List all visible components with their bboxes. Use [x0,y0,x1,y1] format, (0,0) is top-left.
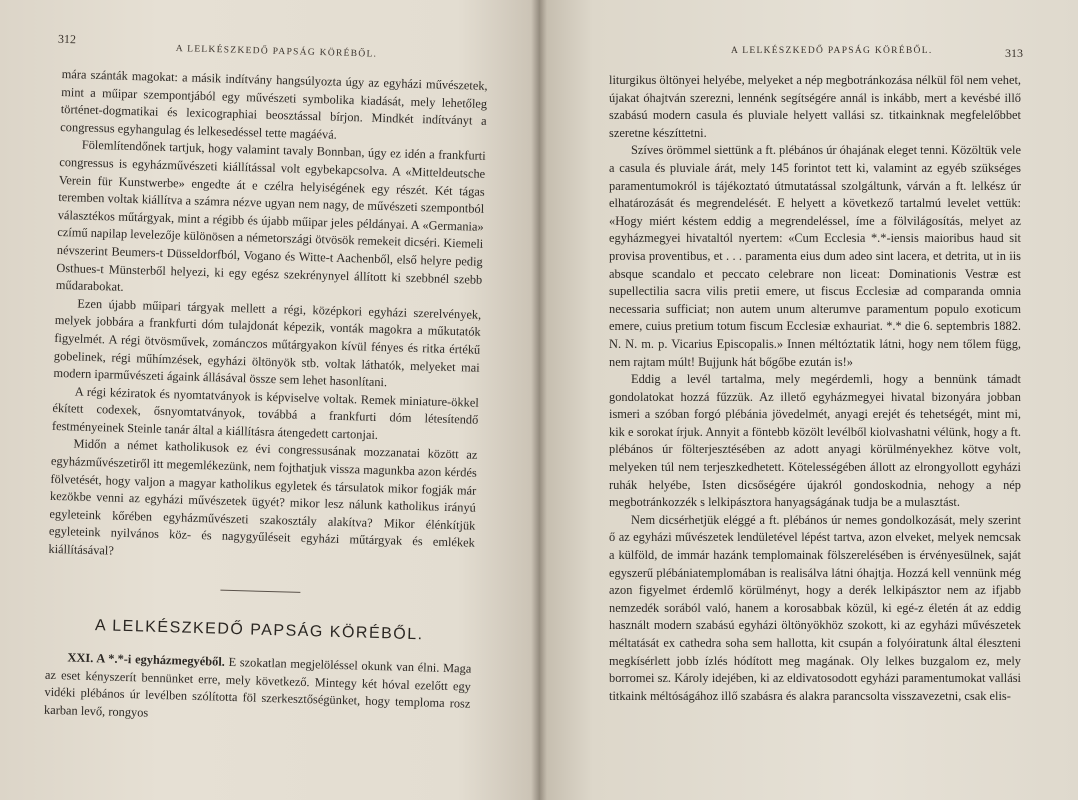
paragraph: liturgikus öltönyei helyébe, melyeket a nép megbotránkozása nélkül föl nem vehet, újakat óhajtván szerezni, lennénk segítségére annál is inkább, mert a kevésbé illő szabású modern casula és pluviale helyett vallási sz. titkainknak megfelelőbbet szeretne készíttetni. [609,73,1021,140]
section-opening [44,649,472,731]
left-page-body [44,66,488,731]
paragraph: Eddig a levél tartalma, mely megérdemli, hogy a bennünk támadt gondolatokat hozzá fűzzük. Az illető egyházmegyei hivatal bizonyára jobban ismeri a szóban forgó plébánia jövedelmét, anyagi erejét és tehetségét, mint mi, kik e sorokat írjuk. Annyit a föntebb közölt levélből kiolvashatni vélünk, hogy a ft. plébános úr fölterjesztésében az adott anyagi körülményekhez kötve volt, melyeken túl nem terjeszkedhetett. Kötelességében állott az elrongyollott egyházi ruhák helyébe, Isten dicsőségére újakról gondoskodnia, nehogy a nép megbotránkozzék s lelkipásztora hanyagságának tudja be a mulasztást. [609,372,1021,510]
paragraph: Szíves örömmel siettünk a ft. plébános úr óhajának eleget tenni. Közöltük vele a casula és pluviale árát, mely 145 forintot tett ki, valamint az egyéb szükséges paramentumokról is tájékoztató útmutatással szolgáltunk, várván a ft. lelkész úr elhatározását és megrendelését. E helyett a következő tartalmú levelet vettük: «Hogy miért késtem eddig a megrendeléssel, íme a fölvilágosítás, melyet az egyházmegyei hivataltól nyertem: «Cum Ecclesia *.*-iensis maioribus haud sit provisa proventibus, et . . . paramenta eius dum adeo sint lacera, et detrita, ut in iis absque scandalo et peccato celebrare non liceat: Dominationis Vestræ est supellectilia sacra vilis pretii emere, ut fiscus Ecclesiæ ad comparanda omnia necessaria sufficiat; non autem unum alterumve paramentum populo exoticum emere, cuius pretium totum fiscum Ecclesiæ exhauriat. *.* die 6. septembris 1882. N. N. m. p. Vicarius Episcopalis.» Innen méltóztatik látni, hogy nem tőlem függ, nem rajtam múlt! Bujjunk hát bőgőbe ezután is!» [609,143,1021,369]
section-divider [220,589,300,592]
section-heading: A LELKÉSZKEDŐ PAPSÁG KÖRÉBŐL. [94,616,424,643]
right-page-body [609,72,1021,705]
paragraph: mára szánták magokat: a másik indítvány hangsúlyozta úgy az egyházi művészetek, mint a műipar szempontjából egy művészeti symbolika kiadását, mely lehetőleg történet-dogmatikai és lexicographiai beosztással bírjon. Mindkét indítványt a congressus egyhangulag és lelkesedéssel tette magáévá. [60,66,488,142]
paragraph: Nem dicsérhetjük eléggé a ft. plébános úr nemes gondolkozását, mely szerint ő az egyházi művészetek lendületével lépést tartva, azon elveket, melyek nemcsak a külföld, de immár hazánk templomainak fölszerelésében is érvényesülnek, saját egyszerű plébániatemplomában is realisálva látni óhajtja. Hozzá kell vennünk még azon figyelmet érdemlő körülményt, hogy a derék lelkipásztor nem az ifjabb nemzedék sorából való, hanem a korosabbak közül, ki egé-z életén át az eddig használt modern szabású egyházi öltönyökhöz szokott, ki az egyházi művészetek méltatását ex cathedra soha sem hallotta, kit csupán a folyóiratunk által éleszteni megkísérlett jobb ízlés hódított meg magának. Oly lelkes buzgalom ez, mely borromei sz. Károly idejében, ki az eldivatosodott egyházi paramentumokat vallási titkaink méltóságához illő szabásra és alakra parancsolta visszavezetni, csak elis- [609,512,1021,703]
section-text: E szokatlan megjelöléssel okunk van élni. Maga az eset kényszerít bennünket erre, mely következő. Mintegy két hóval ezelőtt egy vidéki plébános úr levélben szólította föl szerkesztőségünket, hogy temploma rosz karban levő, rongyos [43,655,472,720]
paragraph: Fölemlítendőnek tartjuk, hogy valamint tavaly Bonnban, úgy ez idén a frankfurti congressus is egyházművészeti kiállítással volt egybekapcsolva. A «Mitteldeutsche Verein für Kunstwerbe» engedte át e czélra helyiségének egy részét. Két tágas teremben voltak kiállítva a számra nézve ugyan nem nagy, de művészeti szempontból választékos műtárgyak, mint a régibb és újabb műipar jeles példányai. A «Germania» czímű napilap levelezője különösen a németországi ötvösök remekeit dicséri. Kiemeli névszerint Beumers-t Düsseldorfból, Vogano és Witte-t Aachenből, első helyre pedig Osthues-t Münsterből helyezi, ki egy egész szekrénynyel állított ki szebbnél szebb műdarabokat. [55,137,486,294]
right-page [539,0,1078,800]
page-number-right: 313 [1005,46,1023,60]
paragraph: Ezen újabb műipari tárgyak mellett a régi, középkori egyházi szerelvények, melyek jobbára a frankfurti dóm tulajdonát képezik, vonták magokra a műkutatók figyelmét. A régi ötvösművek, zománczos műtárgyakon kívül fényes és ritka értékű gobelinek, régi műhímzések, egyházi öltönyök stb. voltak láthatók, melyeket mai modern iparművészeti ágaink állásával össze sem lehet hasonlítani. [53,296,482,390]
paragraph: A régi kéziratok és nyomtatványok is képviselve voltak. Remek miniature-ökkel ékített codexek, ősnyomtatványok, továbbá a frankfurti dóm létesítendő festményeinek Steinle tanár által a kiállításra átengedett cartonjai. [51,384,479,442]
paragraph: Midőn a német katholikusok ez évi congressusának mozzanatai között az egyházművészetiről itt megemlékezünk, nem fojthatjuk vissza magunkba azon kérdés fölvetését, hogy valjon a magyar katholikus egyletek és társulatok mikor fogják már kezökbe venni az egyházi művészetek ügyét? mikor lesz nálunk katholikus irányú egyleteink kőrében egyházművészeti szakosztály alakítva? Mikor élénkítjük egyleteink nyilvános köz- és nagygyűléseit egyházi műtárgyak és emlékek kiállításával? [48,436,478,558]
page-number-left: 312 [57,31,77,47]
book-gutter [531,0,547,800]
running-head-left: A LELKÉSZKEDŐ PAPSÁG KÖRÉBŐL. [175,44,378,60]
section-number: XXI. A *.*-i egyházmegyéből. [67,650,226,669]
running-head-right: A LELKÉSZKEDŐ PAPSÁG KÖRÉBŐL. [731,46,933,56]
